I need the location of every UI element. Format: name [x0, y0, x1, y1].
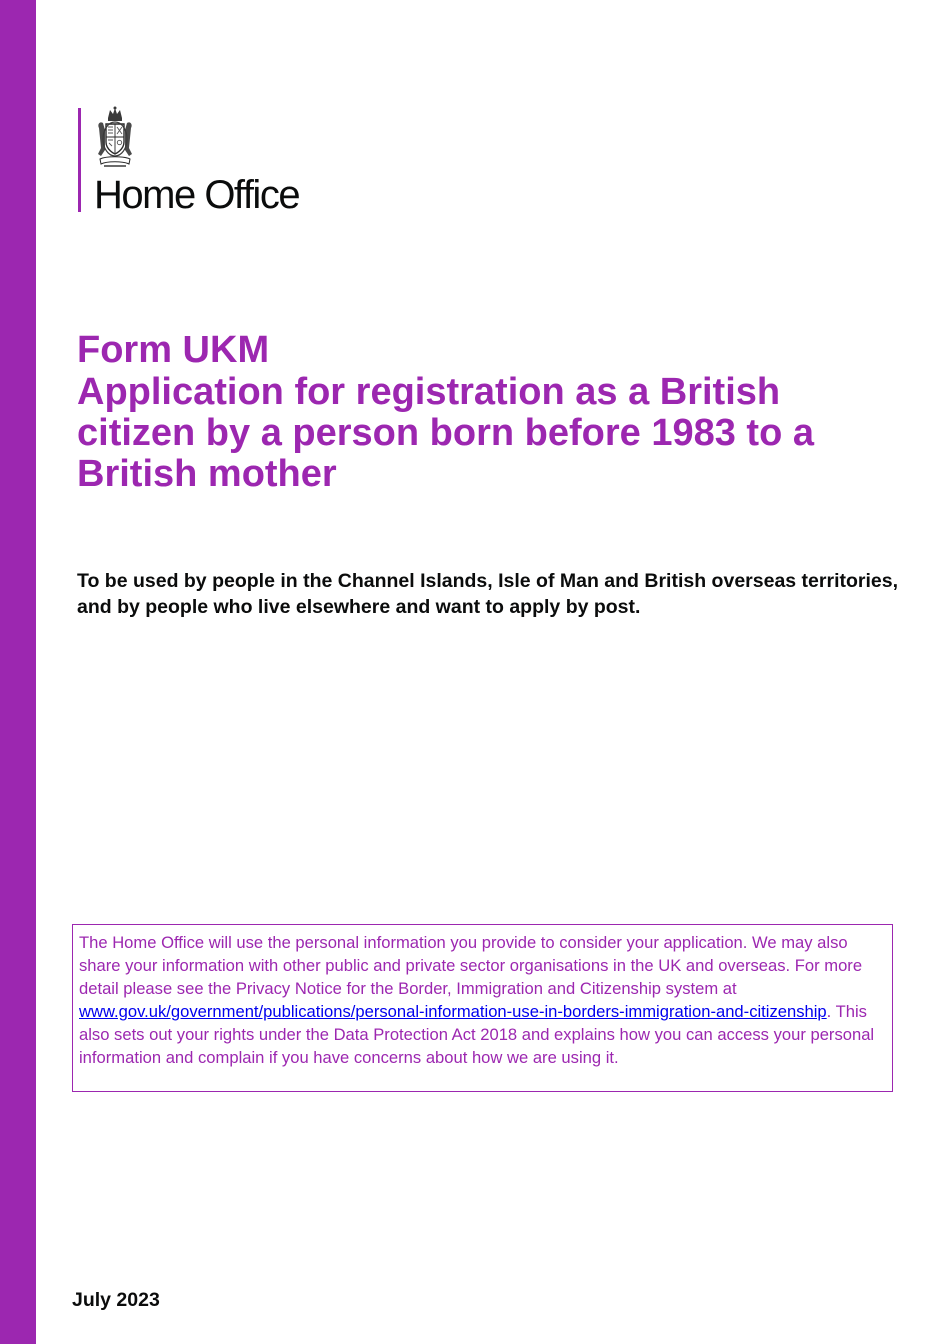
royal-coat-of-arms-icon — [96, 106, 134, 168]
form-title: Form UKM — [77, 329, 270, 371]
privacy-notice-text: The Home Office will use the personal information you provide to consider your application. We may also share your information with other public and private sector organisations in the UK and overseas. For more detail please see the Privacy Notice for the Border, Immigration and Citizenship system at — [79, 933, 863, 998]
publication-date: July 2023 — [72, 1289, 160, 1311]
home-office-logo — [78, 106, 338, 217]
intro-text: To be used by people in the Channel Islands, Isle of Man and British overseas territories, and by people who live elsewhere and want to apply by post. — [77, 570, 898, 618]
privacy-notice-text-continued: . This also sets out your rights under the Data Protection Act 2018 and explains how you can access your personal information and complain if you have concerns about how we are using it. — [79, 1002, 875, 1067]
logo-text: Home Office — [94, 173, 300, 217]
form-subtitle: Application for registration as a British citizen by a person born before 1983 to a British mother — [77, 371, 814, 495]
logo-rule — [78, 108, 81, 212]
privacy-notice-box — [72, 924, 893, 1092]
privacy-notice-link[interactable]: www.gov.uk/government/publications/personal-information-use-in-borders-immigration-and-citizenship — [79, 1002, 827, 1021]
side-color-bar — [0, 0, 36, 1344]
